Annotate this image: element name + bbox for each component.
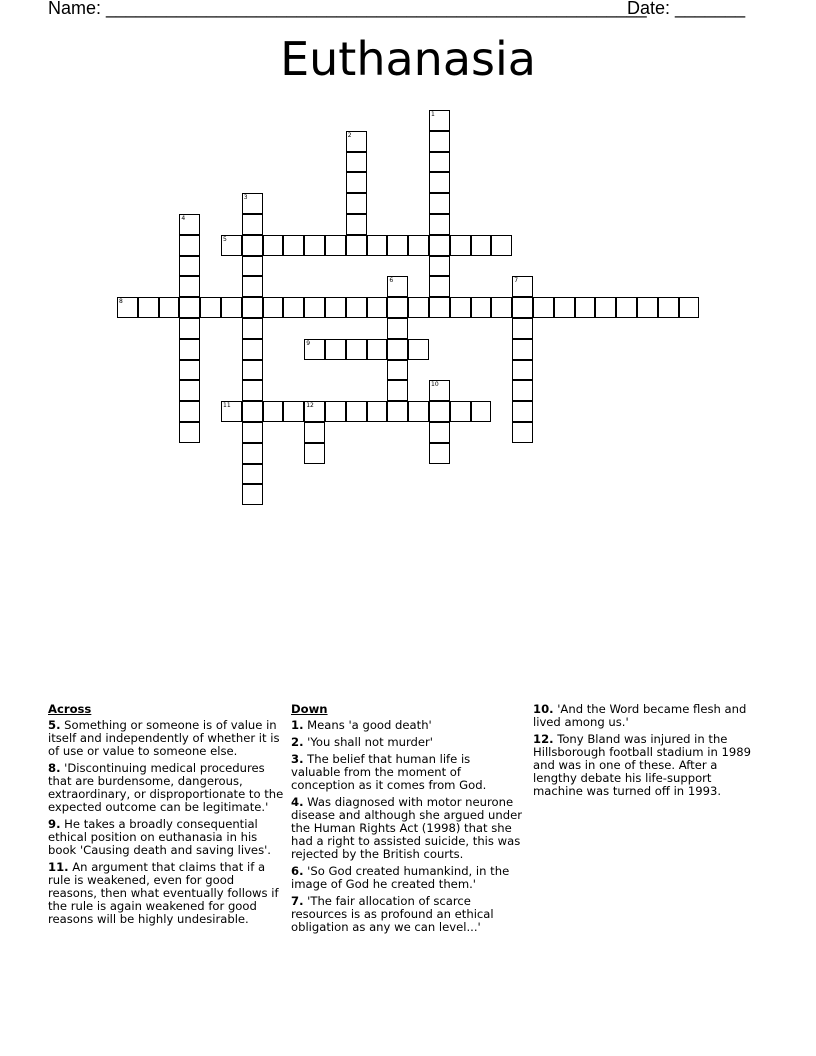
crossword-cell[interactable] bbox=[450, 401, 471, 422]
crossword-cell[interactable] bbox=[325, 339, 346, 360]
across-heading: Across bbox=[48, 702, 92, 716]
crossword-cell[interactable] bbox=[304, 443, 325, 464]
clue-number: 12 bbox=[306, 402, 314, 410]
crossword-cell[interactable] bbox=[429, 110, 450, 131]
crossword-cell[interactable] bbox=[575, 297, 596, 318]
crossword-cell[interactable] bbox=[242, 276, 263, 297]
crossword-cell[interactable] bbox=[346, 131, 367, 152]
clue-text: 'You shall not murder' bbox=[303, 735, 433, 749]
clue-number-label: 10. bbox=[533, 702, 554, 716]
crossword-cell[interactable] bbox=[179, 256, 200, 277]
crossword-cell[interactable] bbox=[179, 276, 200, 297]
clue-text: Means 'a good death' bbox=[303, 718, 432, 732]
crossword-cell[interactable] bbox=[242, 464, 263, 485]
crossword-cell[interactable] bbox=[283, 235, 304, 256]
clue-item bbox=[291, 796, 523, 861]
crossword-cell[interactable] bbox=[429, 131, 450, 152]
crossword-cell[interactable] bbox=[387, 380, 408, 401]
clue-number: 8 bbox=[119, 298, 123, 306]
clue-number: 9 bbox=[306, 339, 311, 347]
crossword-cell[interactable] bbox=[304, 401, 325, 422]
crossword-cell[interactable] bbox=[491, 235, 512, 256]
crossword-cell[interactable] bbox=[679, 297, 700, 318]
crossword-cell[interactable] bbox=[387, 401, 408, 422]
crossword-cell[interactable] bbox=[387, 360, 408, 381]
clue-number-label: 3. bbox=[291, 752, 304, 766]
crossword-cell[interactable] bbox=[429, 443, 450, 464]
clue-text: Tony Bland was injured in the Hillsborough football stadium in 1989 and was in one of these. After a lengthy debate his life-support machine was turned off in 1993. bbox=[533, 732, 751, 798]
crossword-cell[interactable] bbox=[429, 401, 450, 422]
crossword-cell[interactable] bbox=[138, 297, 159, 318]
crossword-cell[interactable] bbox=[387, 235, 408, 256]
crossword-cell[interactable] bbox=[367, 235, 388, 256]
clue-text: Something or someone is of value in itself and independently of whether it is of use or value to someone else. bbox=[48, 718, 280, 758]
date-field-label: Date: _______ bbox=[627, 0, 746, 18]
crossword-cell[interactable] bbox=[408, 401, 429, 422]
clue-number: 7 bbox=[514, 277, 519, 285]
crossword-cell[interactable] bbox=[242, 484, 263, 505]
crossword-cell[interactable] bbox=[283, 401, 304, 422]
crossword-cell[interactable] bbox=[408, 339, 429, 360]
clue-number-label: 9. bbox=[48, 817, 61, 831]
clue-number-label: 11. bbox=[48, 860, 69, 874]
clue-item bbox=[291, 736, 523, 749]
clue-text: He takes a broadly consequential ethical position on euthanasia in his book 'Causing death and saving lives'. bbox=[48, 817, 271, 857]
clue-item bbox=[291, 865, 523, 891]
crossword-cell[interactable] bbox=[387, 318, 408, 339]
clue-text: 'Discontinuing medical procedures that are burdensome, dangerous, extraordinary, or disproportionate to the expected outcome can be legitimate.' bbox=[48, 761, 284, 814]
clue-text: 'And the Word became flesh and lived among us.' bbox=[533, 702, 747, 729]
crossword-cell[interactable] bbox=[304, 297, 325, 318]
down-heading: Down bbox=[291, 702, 328, 716]
crossword-cell[interactable] bbox=[179, 235, 200, 256]
clue-number-label: 12. bbox=[533, 732, 554, 746]
crossword-cell[interactable] bbox=[512, 318, 533, 339]
crossword-cell[interactable] bbox=[242, 443, 263, 464]
crossword-cell[interactable] bbox=[429, 214, 450, 235]
crossword-cell[interactable] bbox=[221, 401, 242, 422]
crossword-cell[interactable] bbox=[512, 380, 533, 401]
crossword-cell[interactable] bbox=[429, 193, 450, 214]
clue-item bbox=[48, 719, 284, 758]
crossword-cell[interactable] bbox=[179, 422, 200, 443]
crossword-cell[interactable] bbox=[346, 193, 367, 214]
crossword-cell[interactable] bbox=[429, 297, 450, 318]
crossword-cell[interactable] bbox=[179, 214, 200, 235]
crossword-cell[interactable] bbox=[512, 360, 533, 381]
crossword-cell[interactable] bbox=[512, 339, 533, 360]
clue-number: 1 bbox=[431, 111, 435, 118]
clue-number-label: 4. bbox=[291, 795, 304, 809]
crossword-cell[interactable] bbox=[387, 276, 408, 297]
clue-number: 2 bbox=[347, 131, 352, 139]
crossword-grid bbox=[0, 0, 816, 520]
page-title: Euthanasia bbox=[280, 32, 536, 86]
crossword-cell[interactable] bbox=[221, 297, 242, 318]
clue-number-label: 7. bbox=[291, 894, 304, 908]
crossword-cell[interactable] bbox=[471, 297, 492, 318]
crossword-cell[interactable] bbox=[471, 401, 492, 422]
crossword-cell[interactable] bbox=[616, 297, 637, 318]
clue-item bbox=[291, 753, 523, 792]
clue-number: 6 bbox=[389, 277, 394, 285]
crossword-cell[interactable] bbox=[512, 276, 533, 297]
clue-number: 3 bbox=[243, 194, 248, 202]
crossword-cell[interactable] bbox=[242, 339, 263, 360]
crossword-cell[interactable] bbox=[429, 380, 450, 401]
crossword-cell[interactable] bbox=[429, 256, 450, 277]
clue-item bbox=[533, 703, 758, 729]
crossword-cell[interactable] bbox=[367, 297, 388, 318]
crossword-cell[interactable] bbox=[304, 235, 325, 256]
clue-item bbox=[48, 762, 284, 814]
crossword-cell[interactable] bbox=[429, 172, 450, 193]
name-field-label: Name: ______________________________________________________ bbox=[48, 0, 647, 18]
crossword-cell[interactable] bbox=[159, 297, 180, 318]
crossword-cell[interactable] bbox=[491, 297, 512, 318]
crossword-cell[interactable] bbox=[408, 235, 429, 256]
crossword-cell[interactable] bbox=[179, 380, 200, 401]
crossword-cell[interactable] bbox=[263, 297, 284, 318]
clue-item bbox=[291, 719, 523, 732]
crossword-cell[interactable] bbox=[242, 235, 263, 256]
crossword-cell[interactable] bbox=[263, 235, 284, 256]
crossword-cell[interactable] bbox=[429, 152, 450, 173]
crossword-cell[interactable] bbox=[179, 318, 200, 339]
crossword-cell[interactable] bbox=[242, 214, 263, 235]
clue-text: 'So God created humankind, in the image of God he created them.' bbox=[291, 864, 510, 891]
clue-number-label: 6. bbox=[291, 864, 304, 878]
crossword-cell[interactable] bbox=[429, 276, 450, 297]
clue-text: An argument that claims that if a rule is weakened, even for good reasons, then what eventually follows if the rule is again weakened for good reasons will be highly undesirable. bbox=[48, 860, 279, 926]
crossword-cell[interactable] bbox=[533, 297, 554, 318]
clue-number-label: 5. bbox=[48, 718, 61, 732]
crossword-cell[interactable] bbox=[512, 401, 533, 422]
clue-number-label: 2. bbox=[291, 735, 304, 749]
clue-item bbox=[291, 895, 523, 934]
clue-number-label: 8. bbox=[48, 761, 61, 775]
crossword-cell[interactable] bbox=[242, 380, 263, 401]
crossword-cell[interactable] bbox=[346, 214, 367, 235]
clue-item bbox=[48, 818, 284, 857]
clue-text: The belief that human life is valuable from the moment of conception as it comes from God. bbox=[291, 752, 487, 792]
down-clues bbox=[291, 703, 523, 938]
crossword-cell[interactable] bbox=[283, 297, 304, 318]
crossword-cell[interactable] bbox=[346, 235, 367, 256]
crossword-cell[interactable] bbox=[554, 297, 575, 318]
crossword-cell[interactable] bbox=[242, 360, 263, 381]
clue-number: 4 bbox=[181, 215, 186, 222]
crossword-cell[interactable] bbox=[263, 401, 284, 422]
crossword-cell[interactable] bbox=[387, 297, 408, 318]
crossword-cell[interactable] bbox=[242, 256, 263, 277]
crossword-cell[interactable] bbox=[595, 297, 616, 318]
across-clues bbox=[48, 703, 284, 930]
crossword-cell[interactable] bbox=[179, 401, 200, 422]
crossword-cell[interactable] bbox=[242, 422, 263, 443]
crossword-cell[interactable] bbox=[304, 422, 325, 443]
crossword-cell[interactable] bbox=[346, 339, 367, 360]
crossword-cell[interactable] bbox=[242, 318, 263, 339]
crossword-cell[interactable] bbox=[242, 297, 263, 318]
crossword-cell[interactable] bbox=[242, 193, 263, 214]
crossword-cell[interactable] bbox=[325, 235, 346, 256]
crossword-cell[interactable] bbox=[450, 297, 471, 318]
down-clues-continued bbox=[533, 703, 758, 802]
crossword-cell[interactable] bbox=[429, 235, 450, 256]
crossword-cell[interactable] bbox=[512, 297, 533, 318]
crossword-cell[interactable] bbox=[179, 360, 200, 381]
crossword-cell[interactable] bbox=[637, 297, 658, 318]
crossword-cell[interactable] bbox=[367, 339, 388, 360]
crossword-cell[interactable] bbox=[346, 152, 367, 173]
crossword-cell[interactable] bbox=[471, 235, 492, 256]
crossword-cell[interactable] bbox=[179, 339, 200, 360]
crossword-cell[interactable] bbox=[408, 297, 429, 318]
crossword-cell[interactable] bbox=[200, 297, 221, 318]
clue-text: Was diagnosed with motor neurone disease and although she argued under the Human Rights Act (1998) that she had a right to assisted suicide, this was rejected by the British courts. bbox=[291, 795, 522, 861]
crossword-cell[interactable] bbox=[450, 235, 471, 256]
crossword-cell[interactable] bbox=[117, 297, 138, 318]
crossword-cell[interactable] bbox=[179, 297, 200, 318]
crossword-cell[interactable] bbox=[242, 401, 263, 422]
crossword-cell[interactable] bbox=[346, 172, 367, 193]
crossword-cell[interactable] bbox=[346, 401, 367, 422]
crossword-cell[interactable] bbox=[346, 297, 367, 318]
crossword-cell[interactable] bbox=[325, 401, 346, 422]
crossword-cell[interactable] bbox=[304, 339, 325, 360]
crossword-cell[interactable] bbox=[512, 422, 533, 443]
crossword-cell[interactable] bbox=[367, 401, 388, 422]
clue-number: 11 bbox=[223, 402, 231, 410]
clue-item bbox=[48, 861, 284, 926]
crossword-cell[interactable] bbox=[221, 235, 242, 256]
clue-item bbox=[533, 733, 758, 798]
clue-number: 10 bbox=[431, 381, 439, 389]
clue-number: 5 bbox=[223, 235, 227, 243]
clue-number-label: 1. bbox=[291, 718, 304, 732]
crossword-cell[interactable] bbox=[387, 339, 408, 360]
crossword-cell[interactable] bbox=[658, 297, 679, 318]
crossword-cell[interactable] bbox=[429, 422, 450, 443]
clue-text: 'The fair allocation of scarce resources is as profound an ethical obligation as any we can level...' bbox=[291, 894, 494, 934]
crossword-cell[interactable] bbox=[325, 297, 346, 318]
